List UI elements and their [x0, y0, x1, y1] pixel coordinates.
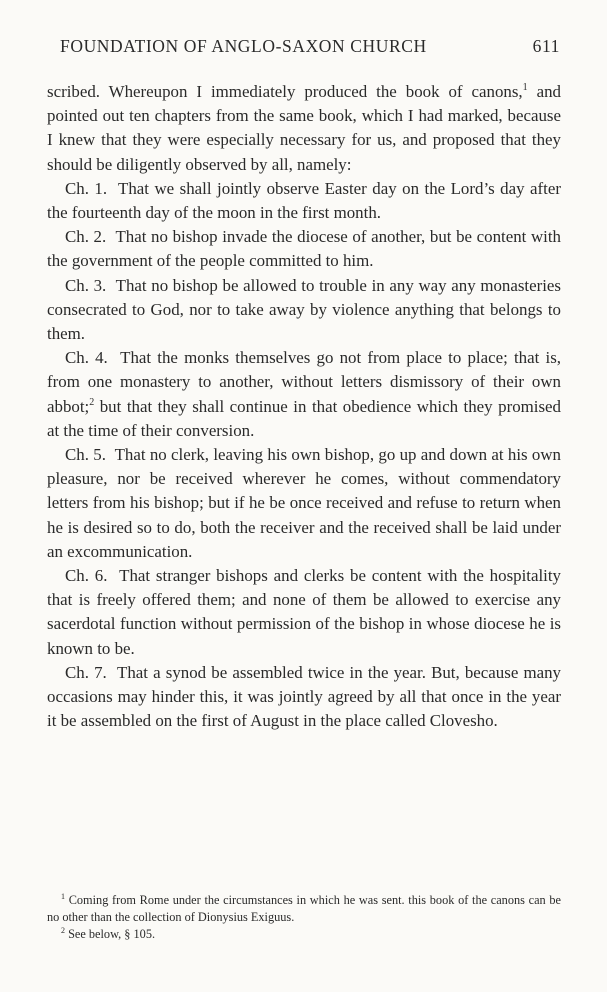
chapter-label: Ch. 7. [65, 662, 107, 682]
chapter-2 [47, 225, 561, 273]
running-title: FOUNDATION OF ANGLO-SAXON CHURCH [60, 36, 427, 56]
chapter-3 [47, 274, 561, 347]
chapter-7 [47, 661, 561, 734]
chapter-text: That a synod be assembled twice in the year. But, because many occasions may hinder this, it was jointly agreed by all that once in the year it be assembled on the first of August in the place called Clovesho. [47, 662, 561, 731]
footnote-mark: 1 [61, 892, 65, 901]
footnote-ref-1: 1 [522, 82, 528, 93]
chapter-6 [47, 564, 561, 661]
intro-paragraph [47, 80, 561, 177]
footnote-ref-2: 2 [89, 396, 95, 408]
chapter-text: That stranger bishops and clerks be content with the hospitality that is freely offered them; and none of them be allowed to exercise any sacerdotal function without permission of the bishop in whose diocese he is known to be. [47, 566, 562, 658]
footnote-2 [47, 926, 561, 943]
chapter-text: That no bishop be allowed to trouble in any way any monasteries consecrated to God, nor to take away by violence anything that belongs to them. [47, 275, 561, 344]
intro-text-b: and pointed out ten chapters from the same book, which I had marked, because I knew that they were especially necessary for us, and proposed that they should be diligently observed by all, namely: [47, 82, 561, 174]
footnote-text: Coming from Rome under the circumstances in which he was sent. this book of the canons can be no other than the collection of Dionysius Exiguus. [47, 893, 561, 924]
main-text [47, 80, 561, 733]
chapter-text: That we shall jointly observe Easter day on the Lord’s day after the fourteenth day of the moon in the first month. [47, 178, 561, 223]
chapter-1 [47, 177, 561, 225]
chapter-4 [47, 346, 561, 443]
chapter-text: That no bishop invade the diocese of another, but be content with the government of the people committed to him. [47, 227, 562, 271]
footnote-1 [47, 892, 561, 926]
chapter-text: That no clerk, leaving his own bishop, go up and down at his own pleasure, nor be received wherever he comes, without commendatory letters from his bishop; but if he be once received and refuse to return when he is desired so to do, both the receiver and the received shall be laid under an excommunication. [47, 445, 561, 561]
intro-text-a: scribed. Whereupon I immediately produced the book of canons, [47, 82, 523, 101]
chapter-text-b: but that they shall continue in that obedience which they promised at the time of their conversion. [47, 396, 561, 440]
chapter-label: Ch. 4. [65, 348, 108, 368]
chapter-5 [47, 443, 561, 564]
chapter-label: Ch. 1. [65, 178, 108, 198]
chapter-label: Ch. 5. [65, 445, 106, 465]
footnotes [47, 892, 561, 943]
running-header [60, 36, 560, 64]
chapter-label: Ch. 2. [65, 227, 107, 247]
page-number: 611 [532, 36, 560, 56]
footnote-mark: 2 [61, 926, 65, 935]
chapter-label: Ch. 3. [65, 275, 107, 295]
chapter-label: Ch. 6. [65, 566, 108, 586]
chapter-text-a: That the monks themselves go not from place to place; that is, from one monastery to another, without letters dismissory of their own abbot; [47, 348, 561, 416]
footnote-text: See below, § 105. [65, 927, 156, 941]
